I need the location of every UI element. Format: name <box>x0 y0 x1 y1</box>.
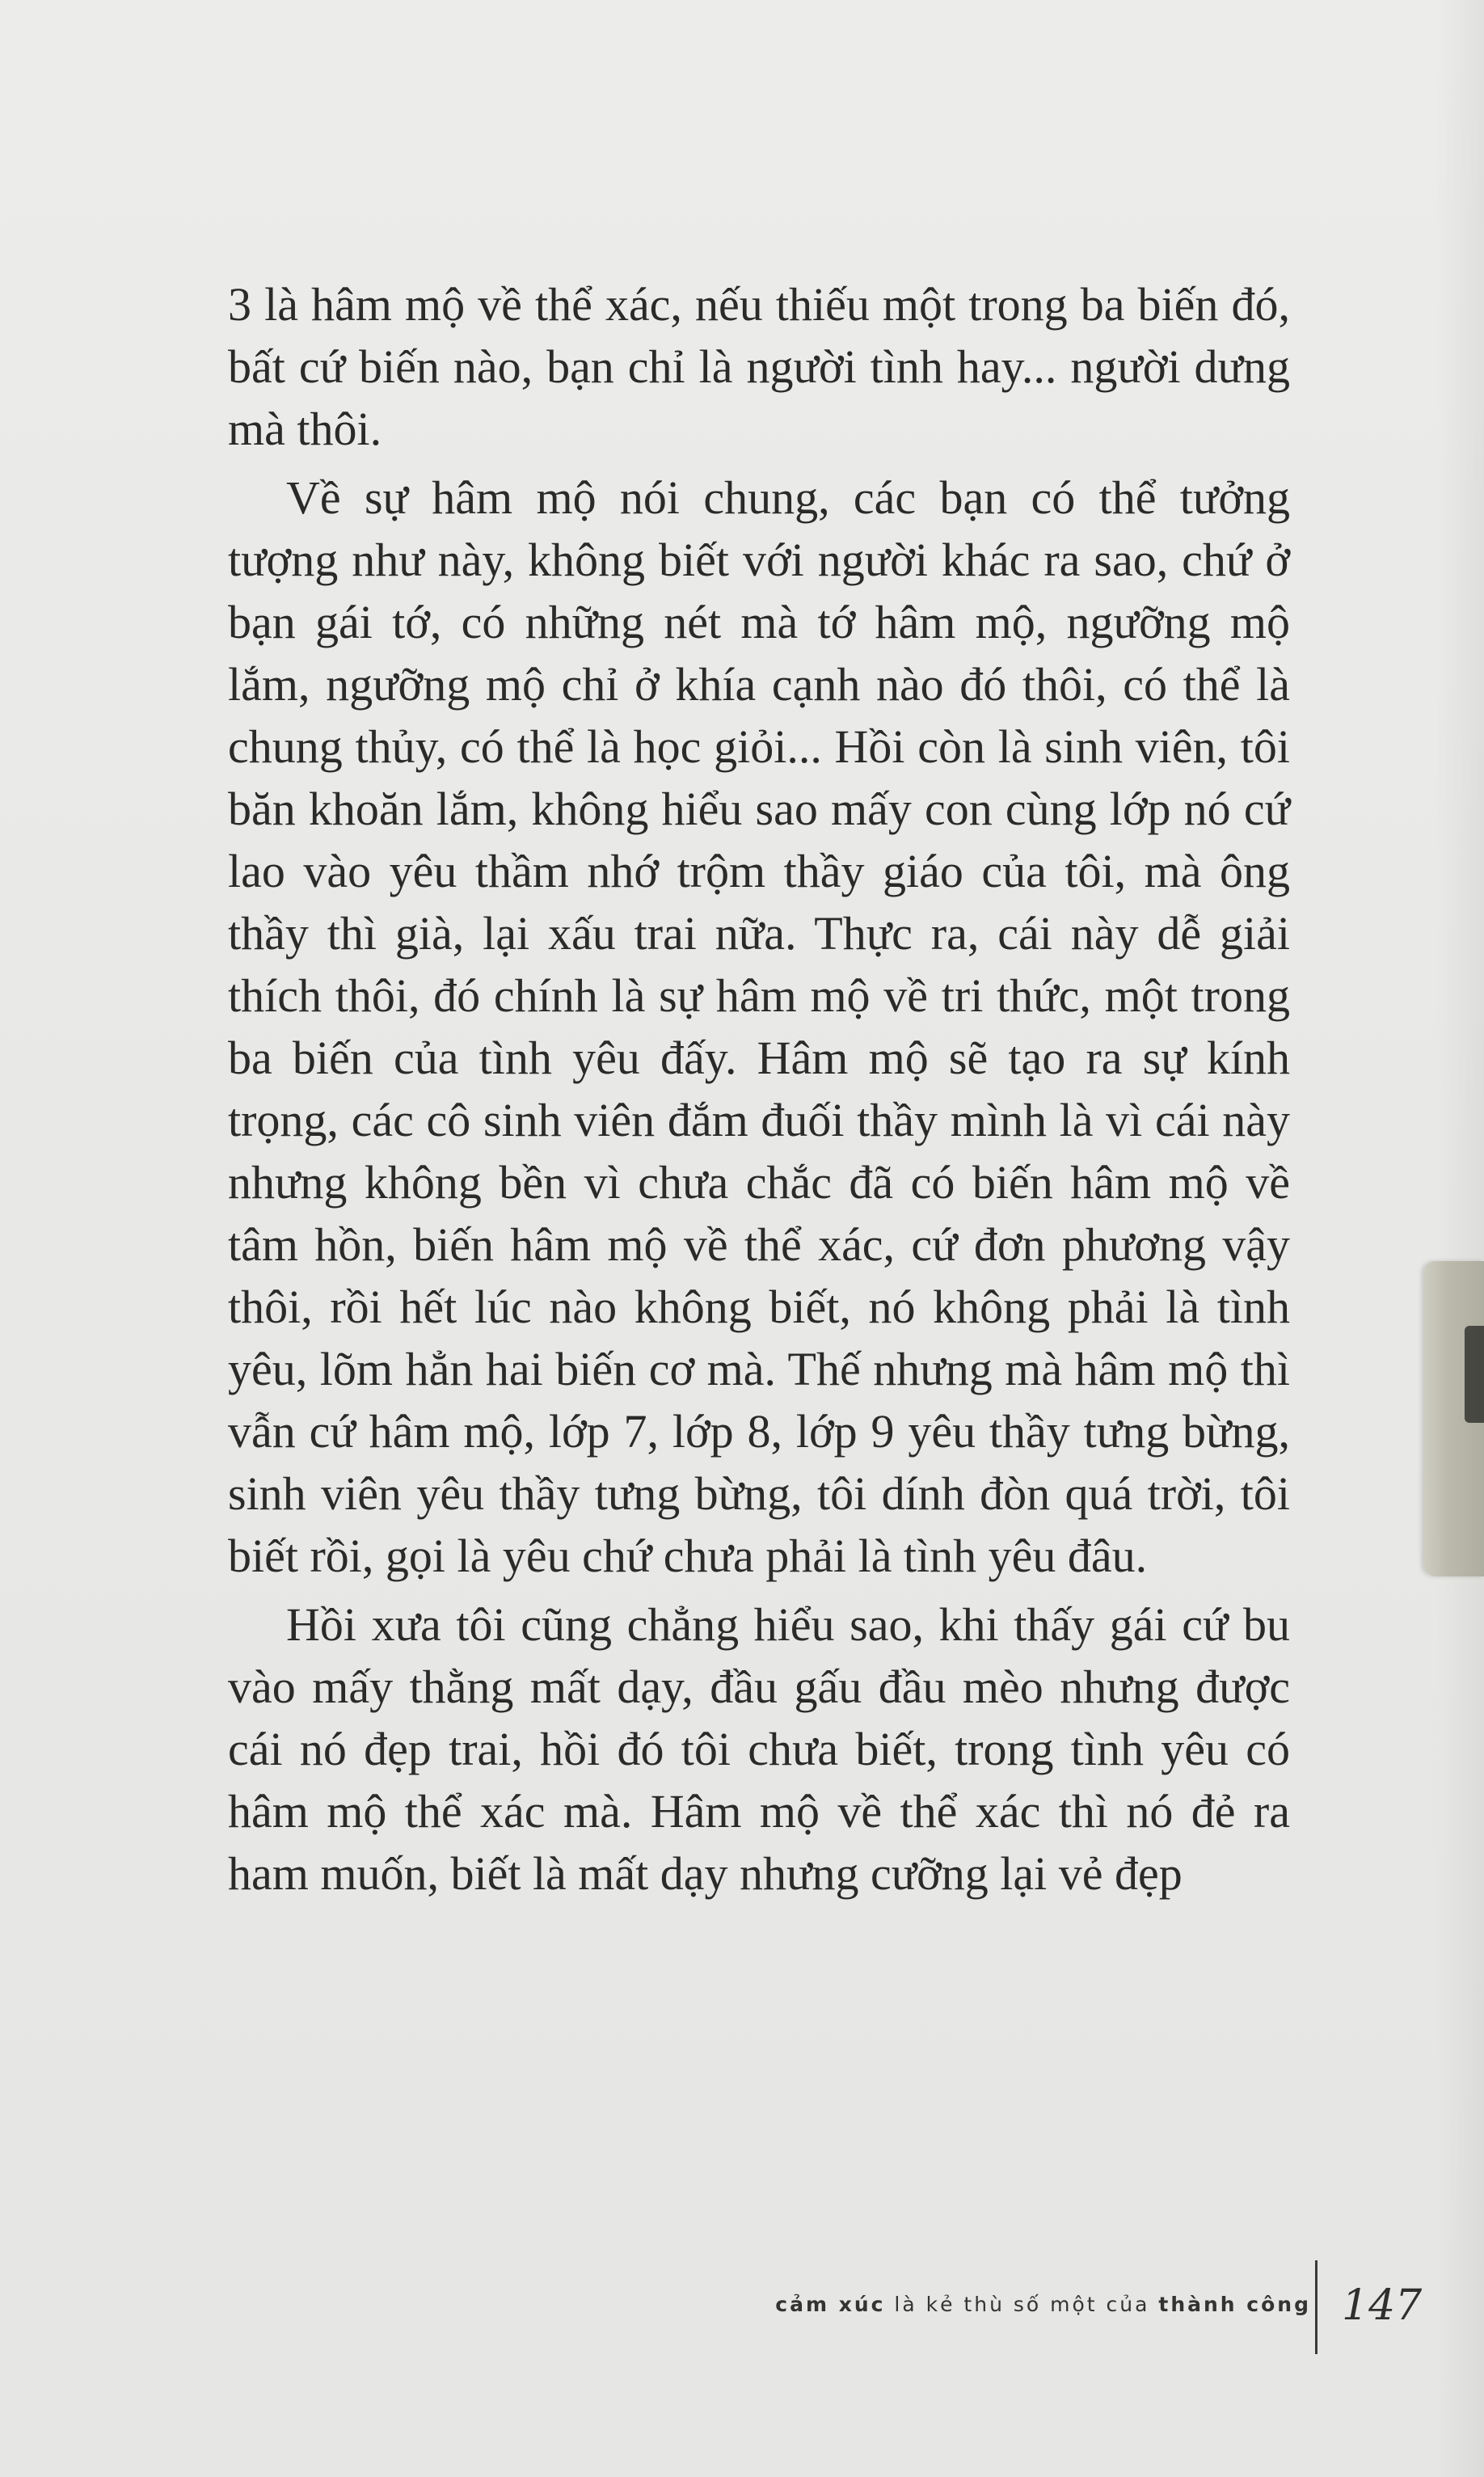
paragraph-2: Về sự hâm mộ nói chung, các bạn có thể tưởng tượng như này, không biết với người khác ra sao, chứ ở bạn gái tớ, có những nét mà tớ hâm mộ, ngưỡng mộ lắm, ngưỡng mộ chỉ ở khía cạnh nào đó thôi, có thể là chung thủy, có thể là học giỏi... Hồi còn là sinh viên, tôi băn khoăn lắm, không hiểu sao mấy con cùng lớp nó cứ lao vào yêu thầm nhớ trộm thầy giáo của tôi, mà ông thầy thì già, lại xấu trai nữa. Thực ra, cái này dễ giải thích thôi, đó chính là sự hâm mộ về tri thức, một trong ba biến của tình yêu đấy. Hâm mộ sẽ tạo ra sự kính trọng, các cô sinh viên đắm đuối thầy mình là vì cái này nhưng không bền vì chưa chắc đã có biến hâm mộ về tâm hồn, biến hâm mộ về thể xác, cứ đơn phương vậy thôi, rồi hết lúc nào không biết, nó không phải là tình yêu, lõm hẳn hai biến cơ mà. Thế nhưng mà hâm mộ thì vẫn cứ hâm mộ, lớp 7, lớp 8, lớp 9 yêu thầy tưng bừng, sinh viên yêu thầy tưng bừng, tôi dính đòn quá trời, tôi biết rồi, gọi là yêu chứ chưa phải là tình yêu đâu. <box>228 471 1290 1582</box>
footer-tagline-middle: là kẻ thù số một của <box>885 2293 1159 2316</box>
footer-tagline-bold-2: thành công <box>1158 2293 1311 2316</box>
paragraph-1: 3 là hâm mộ về thể xác, nếu thiếu một trong ba biến đó, bất cứ biến nào, bạn chỉ là người tình hay... người dưng mà thôi. <box>228 278 1290 455</box>
footer-tagline-bold-1: cảm xúc <box>775 2293 886 2316</box>
page-tab-mark <box>1465 1326 1484 1423</box>
page-number: 147 <box>1342 2281 1423 2330</box>
running-footer-title <box>775 2293 1311 2316</box>
page-body-text <box>228 273 1290 1911</box>
page-footer <box>0 2260 1484 2357</box>
page-edge-shadow <box>1436 0 1484 2477</box>
footer-divider <box>1315 2260 1317 2354</box>
paragraph-3: Hồi xưa tôi cũng chẳng hiểu sao, khi thấy gái cứ bu vào mấy thằng mất dạy, đầu gấu đầu mèo nhưng được cái nó đẹp trai, hồi đó tôi chưa biết, trong tình yêu có hâm mộ thể xác mà. Hâm mộ về thể xác thì nó đẻ ra ham muốn, biết là mất dạy nhưng cưỡng lại vẻ đẹp <box>228 1598 1290 1900</box>
